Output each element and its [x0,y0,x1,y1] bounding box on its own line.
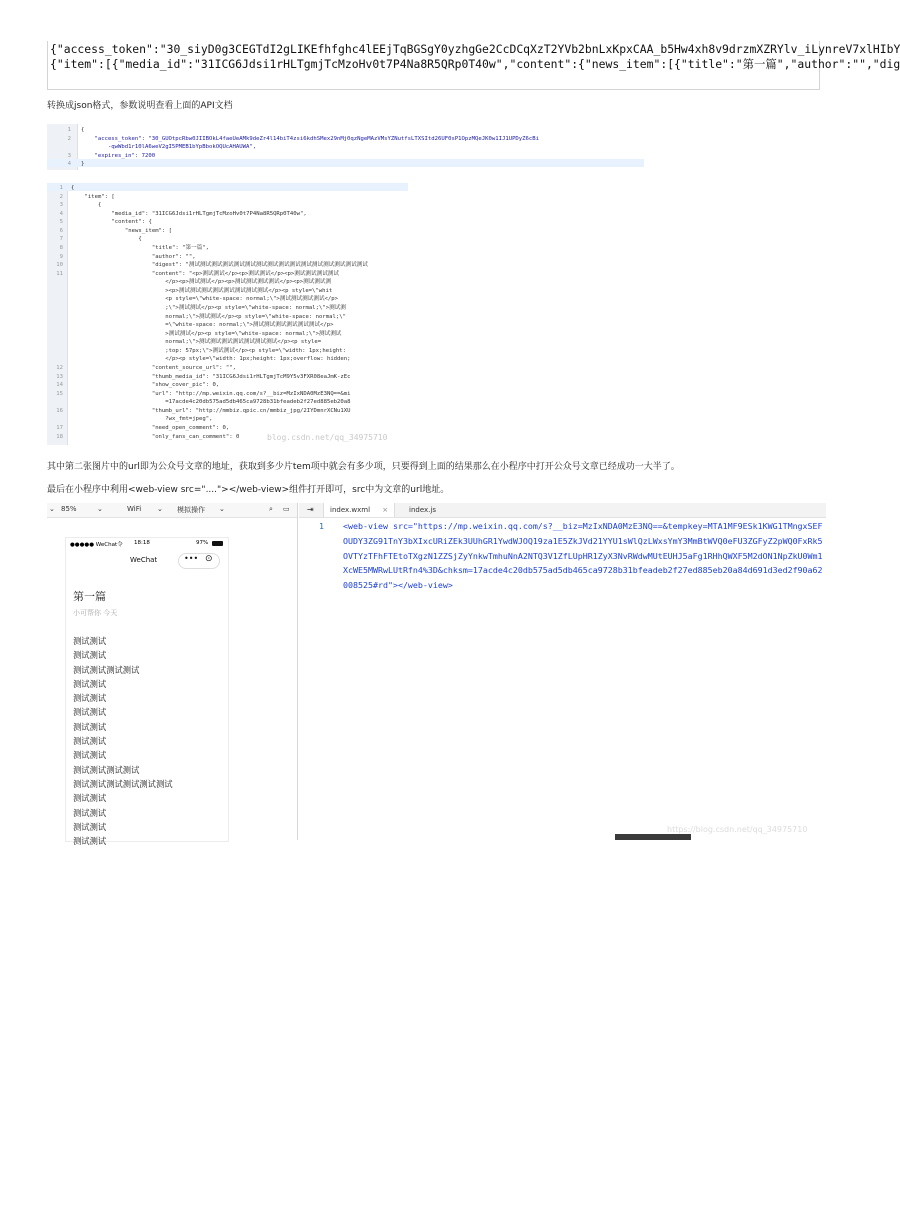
line-number: 3 [67,152,71,159]
article-paragraph: 测试测试 [73,636,107,646]
code-line: </p><p style=\"width: 1px;height: 1px;overflow: hidden; [71,356,351,363]
devtools-screenshot [47,503,826,847]
code-line: normal;\">测试测试测试测试测试测试测试</p><p style= [71,339,322,346]
panel-divider[interactable] [297,503,298,840]
navigation-bar [66,550,228,572]
article-paragraph: 测试测试测试测试测试测试 [73,778,173,789]
code-line: <p style=\"white-space: normal;\">测试测试测试测试</p> [71,296,339,303]
chevron-down-icon[interactable]: ⌄ [219,505,225,513]
paragraph-web-view-usage: 最后在小程序中利用<web-view src="...."></web-view>组件打开即可，src中为文章的url地址。 [47,485,450,495]
line-number: 1 [59,185,63,191]
code-line: "digest": "测试测试测试测试测试测试测试测试测试测试测试测试测试测试测试测试 [71,262,368,269]
code-line: =\"white-space: normal;\">测试测试测试测试测试测试</p> [71,322,334,329]
article-paragraph: 测试测试 [73,721,107,732]
article-paragraph: 测试测试 [73,678,107,689]
article-title: 第一篇 [73,590,106,603]
code-line: </p><p>测试测试</p><p>测试测试测试测试</p><p>测试测试测 [71,279,332,286]
line-number: 17 [56,424,63,431]
article-paragraph: 测试测试测试测试 [73,664,140,675]
code-line: { [71,236,142,243]
line-number: 2 [67,135,71,142]
tab-index-js[interactable]: index.js [409,506,436,514]
wxml-code-editor[interactable] [309,517,826,840]
search-icon[interactable]: ⌕ [269,505,273,513]
article-paragraph: 测试测试 [73,650,107,661]
code-line: ?wx_fmt=jpeg", [71,416,213,423]
clock-label: 18:18 [134,540,150,546]
code-line: normal;\">测试测试</p><p style=\"white-space: normal;\" [71,313,346,320]
line-number: 6 [59,227,63,234]
simulator-phone [65,537,229,847]
window-icon[interactable]: ▭ [283,505,290,513]
article-paragraph: 测试测试 [73,736,107,747]
code-line: "news_item": [ [71,227,173,234]
chevron-down-icon[interactable]: ⌄ [157,505,163,513]
code-line: "thumb_url": "http://mmbiz.qpic.cn/mmbiz_jpg/2IYDmnrXCNu1XU [71,407,351,414]
code-line: "content": "<p>测试测试</p><p>测试测试</p><p>测试测试测试测试 [71,270,339,277]
line-number: 1 [67,127,71,133]
code-line: =17acde4c20db575ad5db465ca9728b31bfeadeb2f27ed885eb20a8 [71,399,351,406]
line-number: 3 [59,202,63,209]
raw-response-line-1: {"access_token":"30_siyD0g3CEGTdI2gLIKEfhfghc4lEEjTqBGSgY0yzhgGe2CcDCqXzT2YVb2bnLxKpxCAA_b5Hw4xh8v9drzmXZRYlv_iLynreV7xlHIbY [50,42,900,56]
network-select[interactable]: WiFi [127,505,142,513]
web-view-code[interactable]: <web-view src="https://mp.weixin.qq.com/s?__biz=MzIxNDA0MzE3NQ==&tempkey=MTA1MF9ESk1KWG1TMngxSEFOUDY3ZG91TnY3bXIxcURiZEk3UUhGR1YwdWJOQ19za1E5ZkJVd21YYU1sWlQzLWxsYmY3MmBtWVQ0eFU3ZGFyZ2pWQ0FxRk5OVTYzTFhFTEtoTXgzN1ZZSjZyYnkwTmhuNnA2NTQ3V1ZfLUpHR1ZyX3NvRWdwMUtEUHJ5aFg1RHhQWXF5M2dON1NpZkU0Wm1XcWE5MWRwLUtRfn4%3D&chksm=17acde4c20db575ad5db465ca9728b31bfeadeb2f27ed885eb20a84d691d3ed2f90a62008525#rd"></web-view> [343,521,823,591]
close-icon[interactable]: × [382,506,389,514]
code-line: >测试测试</p><p style=\"white-space: normal;\">测试测试 [71,330,342,337]
chevron-icon[interactable]: ⌄ [49,505,55,513]
line-number: 4 [59,210,63,217]
tab-label: index.wxml [330,506,371,514]
split-icon[interactable]: ⇥ [307,505,314,514]
line-number: 16 [56,407,63,414]
code-line: "only_fans_can_comment": 0 [71,433,240,440]
operation-select[interactable]: 模拟操作 [177,506,205,514]
line-number-gutter [47,183,68,445]
code-line: ;top: 57px;\">测试测试</p><p style=\"width: 1px;height: [71,347,346,354]
simulator-toolbar [47,503,297,518]
code-line: { [71,202,102,209]
code-line: "item": [ [71,193,115,200]
code-line: "access_token": "30_GUOtpcRbw0JIIBOkL4faeUeAMk9deZr4l14biT4zsi6kdhSMex29nMj0qzNgeMAzVMsYZNutfsLTXSItd26UF0sP1OpzMQeJK0w1IJ1UPDyZ6cBi [81,135,540,142]
line-number: 2 [59,193,63,200]
article-paragraph: 测试测试 [73,836,107,847]
line-number: 8 [59,244,63,251]
code-line: ><p>测试测试测试测试测试测试测试测试</p><p style=\"whit [71,287,333,294]
code-line: "content": { [71,219,152,226]
line-number: 11 [56,270,63,277]
zoom-select[interactable]: 85% [61,505,77,513]
access-token-json-editor [47,124,644,170]
nav-title: WeChat [130,556,158,564]
article-paragraph: 测试测试 [73,821,107,832]
article-paragraph: 测试测试测试测试 [73,764,140,775]
code-line: "content_source_url": "", [71,364,237,371]
code-line: ;\">测试测试</p><p style=\"white-space: normal;\">测试测 [71,304,346,311]
tab-index-wxml[interactable] [323,503,395,517]
chevron-down-icon[interactable]: ⌄ [97,505,103,513]
carrier-label: ●●●●● WeChat令 [70,542,123,548]
battery-icon [212,541,223,546]
code-line: "need_open_comment": 0, [71,424,230,431]
line-number: 1 [319,521,324,531]
line-number: 12 [56,364,63,371]
battery-label: 97% [196,540,209,546]
more-icon[interactable]: ••• [184,554,199,563]
code-line: { [81,127,85,133]
taskbar-fragment [615,834,691,840]
csdn-watermark: blog.csdn.net/qq_34975710 [267,433,388,442]
code-line: { [71,185,75,191]
line-number: 10 [56,262,63,269]
line-number: 4 [67,161,71,168]
article-paragraph: 测试测试 [73,750,107,761]
code-line: "show_cover_pic": 0, [71,382,220,389]
status-bar [66,538,228,550]
current-line-highlight [47,183,408,191]
line-number: 5 [59,219,63,226]
code-line: "media_id": "31ICG6Jdsi1rHLTgmjTcMzoHv0t7P4Na8R5QRp0T40w", [71,210,307,217]
menu-capsule[interactable] [178,553,220,569]
article-body [73,634,173,848]
code-line: "author": "", [71,253,196,260]
raw-response-box [47,41,900,90]
line-number: 18 [56,433,63,440]
close-mini-program-icon[interactable]: ⊙ [205,554,213,564]
paragraph-url-explanation: 其中第二张图片中的url即为公众号文章的地址，获取到多少片tem项中就会有多少项，只要得到上面的结果那么在小程序中打开公众号文章已经成功一大半了。 [47,462,680,472]
raw-response-line-2: {"item":[{"media_id":"31ICG6Jdsi1rHLTgmjTcMzoHv0t7P4Na8R5QRp0T40w","content":{"news_item":[{"title":"第一篇","author":"","dig [50,57,900,71]
line-number: 14 [56,382,63,389]
material-json-editor [47,183,408,445]
code-line: } [81,161,85,168]
article-meta[interactable]: 小可帮你 今天 [73,609,118,617]
editor-tab-bar [299,503,826,518]
line-number: 7 [59,236,63,243]
line-number: 9 [59,253,63,260]
code-line: "title": "第一篇", [71,244,210,251]
line-number: 13 [56,373,63,380]
csdn-watermark: https://blog.csdn.net/qq_34975710 [667,825,808,834]
line-number: 15 [56,390,63,397]
article-paragraph: 测试测试 [73,793,107,804]
code-line: "expires_in": 7200 [81,152,156,159]
code-line: -qwWbd1r10lA6weV2gI5PMEB1bYpBbokOQUcAHAUWA", [81,144,257,151]
code-line: "thumb_media_id": "31ICG6Jdsi1rHLTgmjTcM9Y5v3FXR08eaJmK-zEc [71,373,351,380]
article-paragraph: 测试测试 [73,693,107,704]
paragraph-json-format: 转换成json格式，参数说明查看上面的API文档 [47,101,233,111]
article-paragraph: 测试测试 [73,807,107,818]
code-line: "url": "http://mp.weixin.qq.com/s?__biz=MzIxNDA0MzE3NQ==&mi [71,390,351,397]
article-paragraph: 测试测试 [73,707,107,718]
